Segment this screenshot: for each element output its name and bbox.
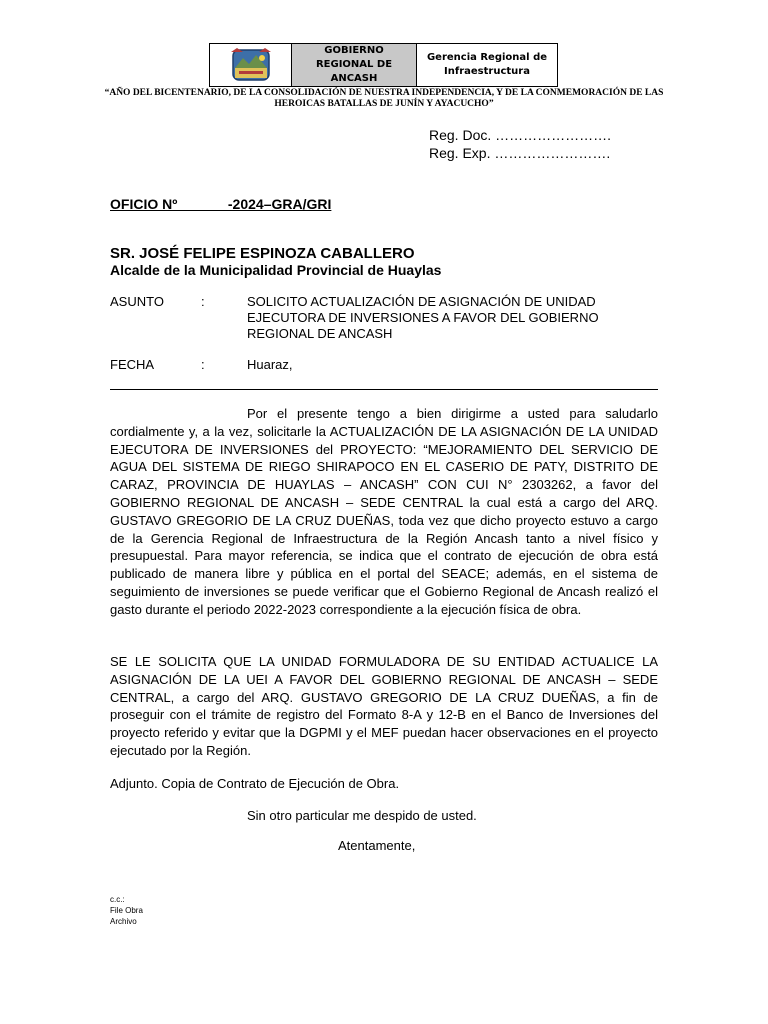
org-name-cell: [292, 44, 417, 86]
coat-of-arms-icon: [229, 46, 273, 84]
reg-doc: Reg. Doc. …………………….: [429, 127, 612, 143]
divider-line: [110, 389, 658, 390]
fecha-colon: :: [201, 357, 205, 372]
logo-cell: [210, 44, 292, 86]
fecha-label: FECHA: [110, 357, 155, 372]
asunto-text: SOLICITO ACTUALIZACIÓN DE ASIGNACIÓN DE UNIDAD EJECUTORA DE INVERSIONES A FAVOR DEL GOBIERNO REGIONAL DE ANCASH: [247, 294, 599, 341]
body-paragraph-1: Por el presente tengo a bien dirigirme a usted para saludarlo cordialmente y, a la vez, solicitarle la ACTUALIZACIÓN DE LA ASIGNACIÓN DE LA UNIDAD EJECUTORA DE INVERSIONES del PROYECTO: “MEJORAMIENTO DEL SERVICIO DE AGUA DEL SISTEMA DE RIEGO SHIRAPOCO EN EL CASERIO DE PATY, DISTRITO DE CARAZ, PROVINCIA DE HUAYLAS – ANCASH” CON CUI N° 2303262, a favor del GOBIERNO REGIONAL DE ANCASH – SEDE CENTRAL la cual está a cargo del ARQ. GUSTAVO GREGORIO DE LA CRUZ DUEÑAS, toda vez que dicho proyecto estuvo a cargo de la Gerencia Regional de Infraestructura de la Región Ancash tanto a nivel físico y presupuestal. Para mayor referencia, se indica que el contrato de ejecución de obra está publicado de manera libre y pública en el portal del SEACE; además, en el sistema de seguimiento de inversiones se puede verificar que el Gobierno Regional de Ancash realizó el gasto durante el periodo 2022-2023 correspondiente a la ejecución física de obra.: [110, 406, 658, 617]
recipient-title: Alcalde de la Municipalidad Provincial de Huaylas: [110, 262, 442, 278]
asunto-label: ASUNTO: [110, 294, 164, 309]
body-paragraph-2: SE LE SOLICITA QUE LA UNIDAD FORMULADORA DE SU ENTIDAD ACTUALICE LA ASIGNACIÓN DE LA UEI A FAVOR DEL GOBIERNO REGIONAL DE ANCASH – SEDE CENTRAL, a cargo del ARQ. GUSTAVO GREGORIO DE LA CRUZ DUEÑAS, a fin de proseguir con el trámite de registro del Formato 8-A y 12-B en el Banco de Inversiones del proyecto referido y evitar que la DGPMI y el MEF puedan hacer observaciones en el proyecto ejecutado por la Región.: [110, 654, 658, 758]
recipient-name: SR. JOSÉ FELIPE ESPINOZA CABALLERO: [110, 245, 415, 262]
office-name: Gerencia Regional de Infraestructura: [426, 52, 548, 77]
letterhead-table: [209, 43, 558, 87]
oficio-number: OFICIO Nº -2024–GRA/GRI: [110, 196, 332, 212]
closing-line: Sin otro particular me despido de usted.: [247, 808, 477, 823]
reg-exp: Reg. Exp. …………………….: [429, 145, 611, 161]
year-motto: “AÑO DEL BICENTENARIO, DE LA CONSOLIDACIÓN DE NUESTRA INDEPENDENCIA, Y DE LA CONMEMORACIÓN DE LAS HEROICAS BATALLAS DE JUNÍN Y AYACUCHO”: [104, 88, 664, 109]
office-name-cell: [417, 44, 557, 86]
org-name: GOBIERNO REGIONAL DE ANCASH: [315, 45, 393, 84]
regards-line: Atentamente,: [338, 838, 416, 853]
cc-file-obra: File Obra: [110, 906, 143, 915]
attachment-note: Adjunto. Copia de Contrato de Ejecución de Obra.: [110, 776, 400, 791]
cc-archivo: Archivo: [110, 917, 137, 926]
cc-label: c.c.:: [110, 895, 125, 904]
asunto-colon: :: [201, 294, 205, 309]
fecha-text: Huaraz,: [247, 357, 293, 372]
